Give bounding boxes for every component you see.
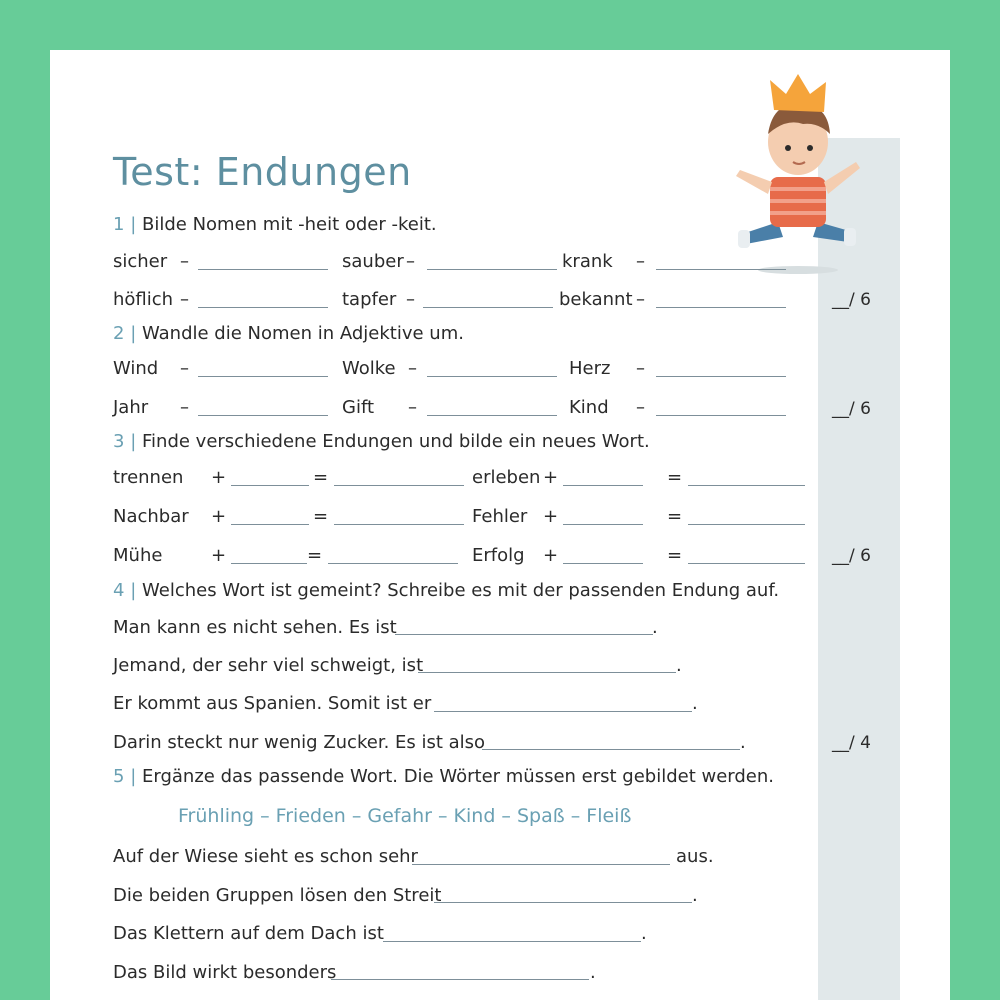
task-number: 4 [113, 580, 125, 601]
dash: – [406, 289, 415, 310]
word: sauber [342, 251, 404, 272]
sentence-end: aus. [676, 846, 714, 867]
sentence-end: . [676, 655, 682, 676]
sentence: Das Bild wirkt besonders [113, 962, 337, 983]
sentence-end: . [692, 885, 698, 906]
answer-line[interactable] [427, 269, 557, 270]
dash: – [636, 397, 645, 418]
word: Fehler [472, 506, 528, 527]
dash: – [408, 358, 417, 379]
task-number: 5 [113, 766, 125, 787]
dash: – [636, 251, 645, 272]
ending-line[interactable] [563, 485, 643, 486]
answer-line[interactable] [427, 415, 557, 416]
task-text: Wandle die Nomen in Adjektive um. [142, 323, 464, 344]
answer-line[interactable] [434, 902, 692, 903]
answer-line[interactable] [331, 979, 589, 980]
word: Erfolg [472, 545, 525, 566]
ending-line[interactable] [563, 563, 643, 564]
answer-line[interactable] [334, 524, 464, 525]
task-text: Ergänze das passende Wort. Die Wörter müssen erst gebildet werden. [142, 766, 775, 787]
task-separator: | [130, 323, 137, 344]
ending-line[interactable] [231, 563, 307, 564]
answer-line[interactable] [418, 672, 676, 673]
task-separator: | [130, 766, 137, 787]
answer-line[interactable] [334, 485, 464, 486]
sentence-end: . [652, 617, 658, 638]
sentence: Jemand, der sehr viel schweigt, ist [113, 655, 424, 676]
task-2-instruction [113, 323, 464, 345]
dash: – [406, 251, 415, 272]
task-number: 1 [113, 214, 125, 235]
answer-line[interactable] [427, 376, 557, 377]
word: höflich [113, 289, 174, 310]
ending-line[interactable] [231, 485, 309, 486]
ending-line[interactable] [563, 524, 643, 525]
task-separator: | [130, 431, 137, 452]
dash: – [180, 397, 189, 418]
plus-sign: + [543, 467, 559, 488]
dash: – [636, 358, 645, 379]
answer-line[interactable] [656, 376, 786, 377]
dash: – [408, 397, 417, 418]
answer-line[interactable] [198, 269, 328, 270]
answer-line[interactable] [482, 749, 740, 750]
word: Wind [113, 358, 159, 379]
word: Nachbar [113, 506, 189, 527]
sentence-end: . [740, 732, 746, 753]
task-text: Bilde Nomen mit -heit oder -keit. [142, 214, 437, 235]
equals-sign: = [313, 467, 329, 488]
page-title: Test: Endungen [113, 150, 412, 194]
task-3-instruction [113, 431, 650, 453]
word: krank [562, 251, 613, 272]
sentence-end: . [590, 962, 596, 983]
task-text: Finde verschiedene Endungen und bilde ein neues Wort. [142, 431, 650, 452]
word: Gift [342, 397, 375, 418]
answer-line[interactable] [198, 307, 328, 308]
equals-sign: = [313, 506, 329, 527]
sentence: Die beiden Gruppen lösen den Streit [113, 885, 442, 906]
word: Herz [569, 358, 611, 379]
answer-line[interactable] [423, 307, 553, 308]
word: Mühe [113, 545, 163, 566]
answer-line[interactable] [412, 864, 670, 865]
dash: – [636, 289, 645, 310]
task-4-instruction [113, 580, 779, 602]
answer-line[interactable] [688, 524, 805, 525]
answer-line[interactable] [656, 307, 786, 308]
score-field[interactable]: __/ 6 [832, 546, 871, 566]
answer-line[interactable] [688, 485, 805, 486]
answer-line[interactable] [198, 415, 328, 416]
task-1-instruction [113, 214, 437, 236]
task-number: 3 [113, 431, 125, 452]
score-field[interactable]: __/ 4 [832, 733, 871, 753]
answer-line[interactable] [328, 563, 458, 564]
word: Kind [569, 397, 609, 418]
equals-sign: = [667, 506, 683, 527]
equals-sign: = [667, 545, 683, 566]
score-field[interactable]: __/ 6 [832, 399, 871, 419]
answer-line[interactable] [656, 269, 786, 270]
task-5-instruction [113, 766, 774, 788]
answer-line[interactable] [383, 941, 641, 942]
score-field[interactable]: __/ 6 [832, 290, 871, 310]
answer-line[interactable] [434, 711, 692, 712]
word: trennen [113, 467, 184, 488]
dash: – [180, 251, 189, 272]
word: sicher [113, 251, 168, 272]
equals-sign: = [667, 467, 683, 488]
answer-line[interactable] [198, 376, 328, 377]
plus-sign: + [543, 545, 559, 566]
word: Jahr [113, 397, 149, 418]
answer-line[interactable] [395, 634, 653, 635]
equals-sign: = [307, 545, 323, 566]
word: bekannt [559, 289, 633, 310]
task-separator: | [130, 580, 137, 601]
plus-sign: + [211, 506, 227, 527]
sentence: Man kann es nicht sehen. Es ist [113, 617, 397, 638]
sentence: Das Klettern auf dem Dach ist [113, 923, 384, 944]
sentence: Darin steckt nur wenig Zucker. Es ist also [113, 732, 486, 753]
answer-line[interactable] [656, 415, 786, 416]
task-separator: | [130, 214, 137, 235]
word-bank: Frühling – Frieden – Gefahr – Kind – Spaß – Fleiß [178, 805, 632, 827]
dash: – [180, 289, 189, 310]
task-text: Welches Wort ist gemeint? Schreibe es mit der passenden Endung auf. [142, 580, 780, 601]
boy-with-crown-illustration [728, 72, 868, 277]
answer-line[interactable] [688, 563, 805, 564]
dash: – [180, 358, 189, 379]
word: tapfer [342, 289, 397, 310]
task-number: 2 [113, 323, 125, 344]
word: erleben [472, 467, 541, 488]
sentence: Er kommt aus Spanien. Somit ist er [113, 693, 432, 714]
word: Wolke [342, 358, 396, 379]
plus-sign: + [211, 467, 227, 488]
plus-sign: + [543, 506, 559, 527]
sentence: Auf der Wiese sieht es schon sehr [113, 846, 418, 867]
sentence-end: . [641, 923, 647, 944]
ending-line[interactable] [231, 524, 309, 525]
sentence-end: . [692, 693, 698, 714]
plus-sign: + [211, 545, 227, 566]
